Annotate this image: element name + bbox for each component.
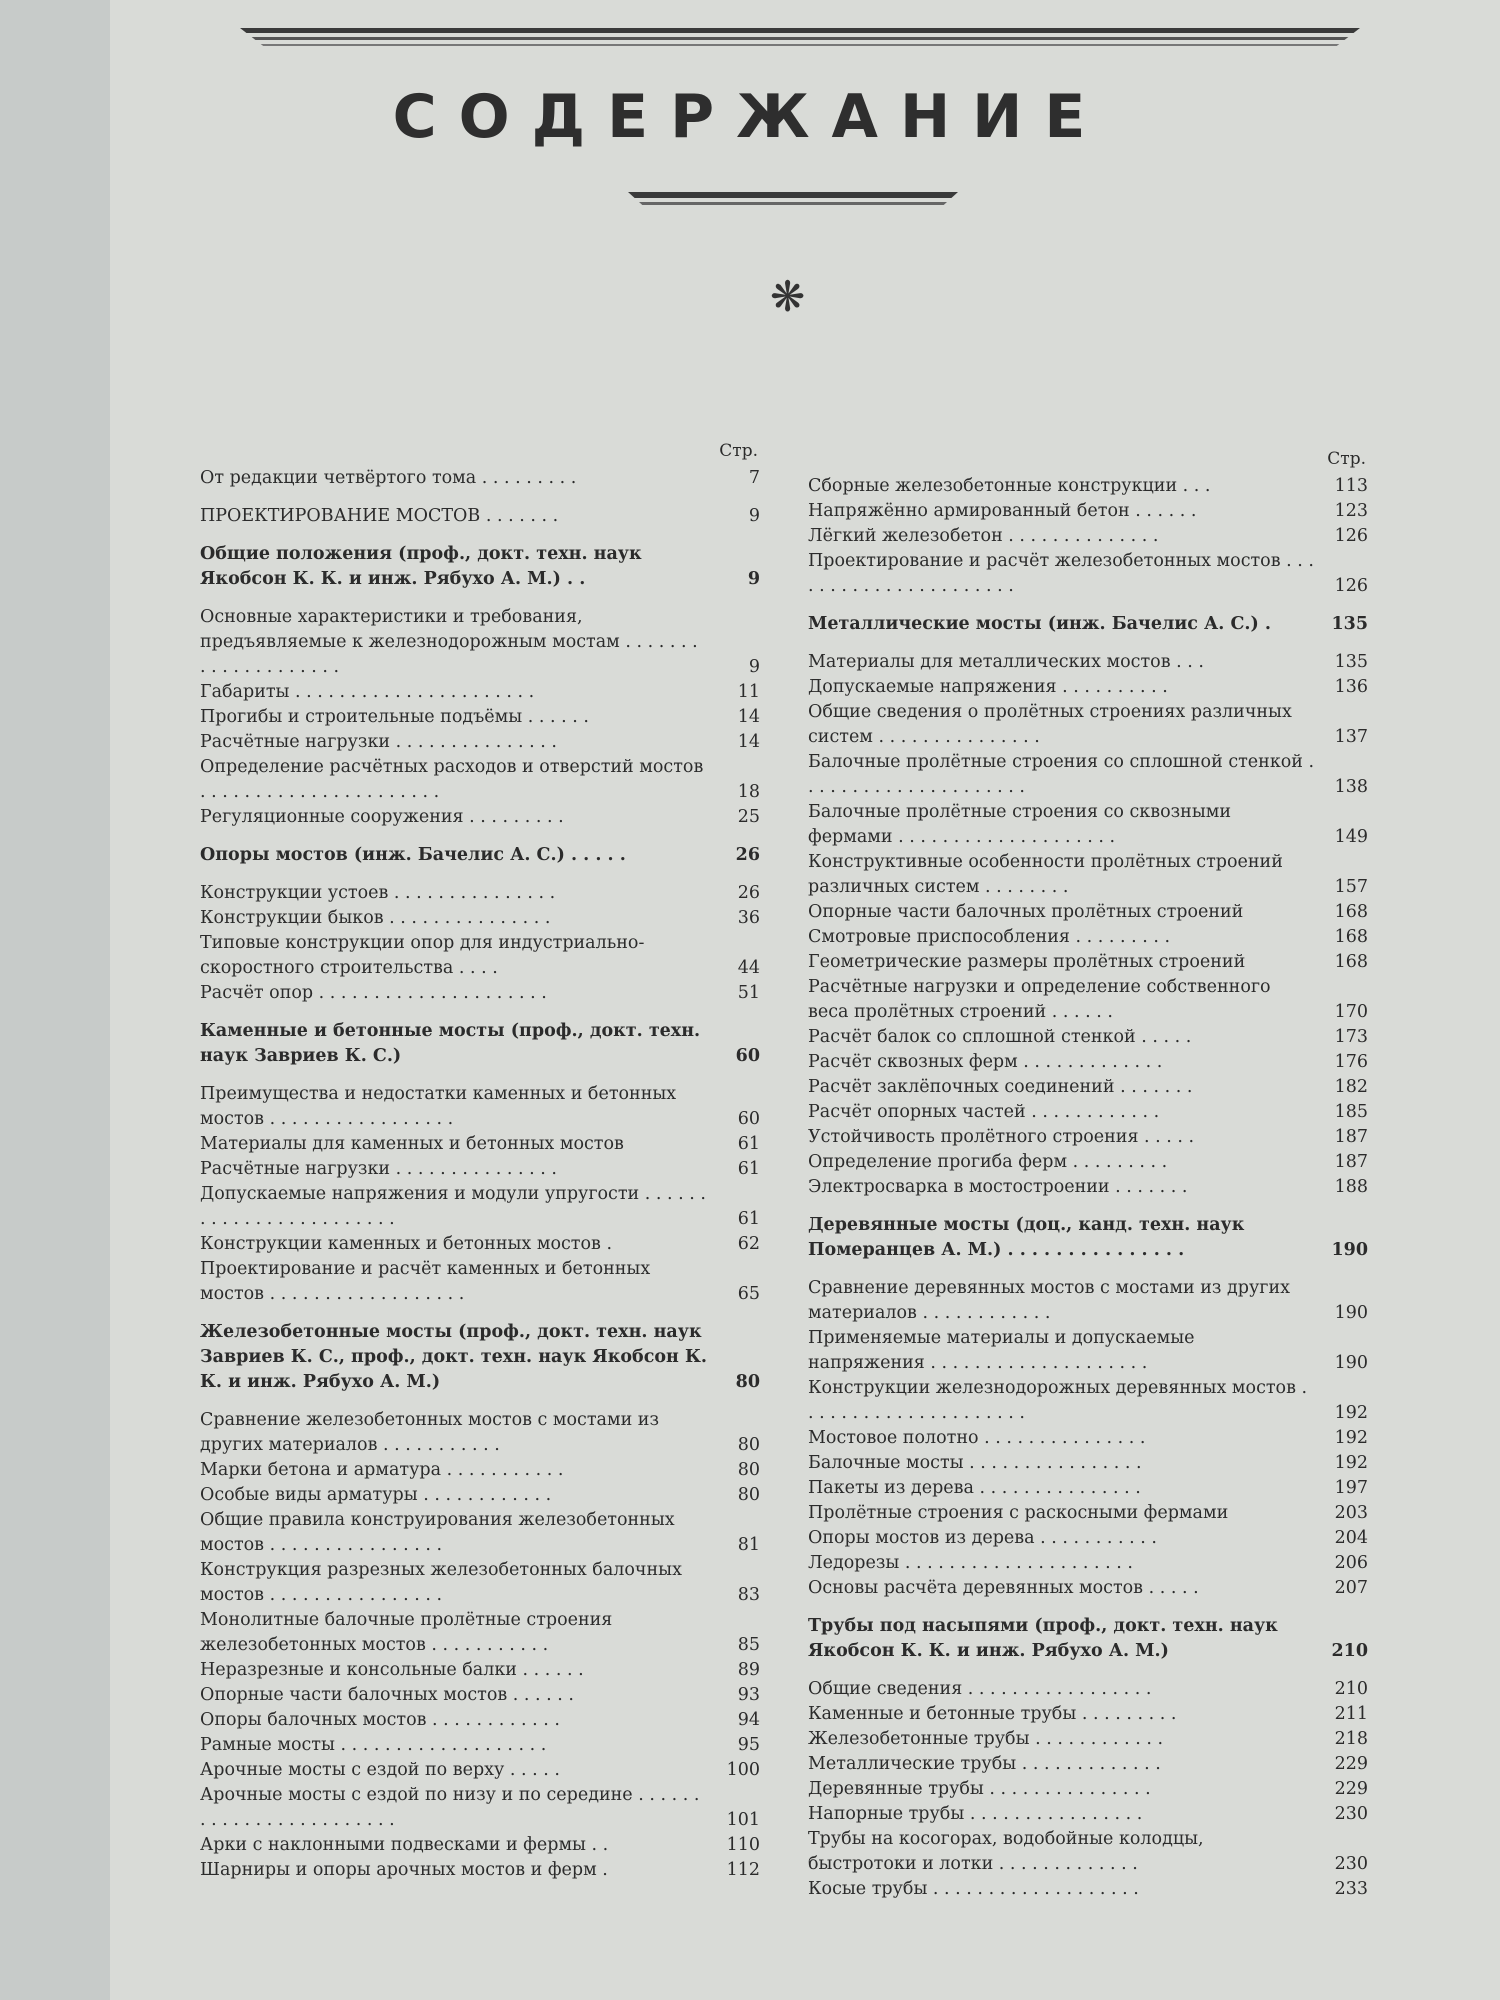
toc-entry-title: Сравнение деревянных мостов с мостами из других материалов . . . . . . . . . . . . bbox=[808, 1278, 1291, 1323]
toc-entry bbox=[808, 800, 1368, 850]
toc-entry-page: 61 bbox=[737, 1159, 760, 1179]
toc-entry-title: Монолитные балочные пролётные строения железобетонных мостов . . . . . . . . . . . bbox=[200, 1610, 613, 1655]
toc-entry-page: 11 bbox=[737, 682, 760, 702]
toc-entry-page: 9 bbox=[748, 657, 760, 677]
toc-entry-title: Прогибы и строительные подъёмы . . . . . . bbox=[200, 707, 589, 727]
toc-left-column bbox=[200, 440, 760, 1883]
toc-entry-title: Напорные трубы . . . . . . . . . . . . . . . . bbox=[808, 1804, 1143, 1824]
toc-entry bbox=[808, 1576, 1368, 1601]
toc-entry bbox=[808, 900, 1368, 925]
toc-entry-title: Опоры балочных мостов . . . . . . . . . . . . bbox=[200, 1710, 560, 1730]
toc-entry-page: 168 bbox=[1334, 952, 1368, 972]
toc-entry-page: 80 bbox=[737, 1460, 760, 1480]
toc-entry-title: Трубы под насыпями (проф., докт. техн. наук Якобсон К. К. и инж. Рябухо А. М.) bbox=[808, 1616, 1278, 1661]
toc-entry bbox=[808, 925, 1368, 950]
toc-entry bbox=[200, 1758, 760, 1783]
toc-entry-page: 207 bbox=[1334, 1578, 1368, 1598]
toc-entry-page: 188 bbox=[1334, 1177, 1368, 1197]
toc-entry-page: 190 bbox=[1334, 1303, 1368, 1323]
toc-entry bbox=[200, 1683, 760, 1708]
toc-entry-title: Расчёт балок со сплошной стенкой . . . . . bbox=[808, 1027, 1192, 1047]
toc-entry-title: Опоры мостов (инж. Бачелис А. С.) . . . . . bbox=[200, 845, 626, 865]
toc-entry-title: Регуляционные сооружения . . . . . . . . . bbox=[200, 807, 564, 827]
toc-entry-page: 61 bbox=[737, 1209, 760, 1229]
toc-entry-title: Опоры мостов из дерева . . . . . . . . . . . bbox=[808, 1528, 1157, 1548]
toc-entry-page: 197 bbox=[1334, 1478, 1368, 1498]
toc-entry-title: Общие правила конструирования железобетонных мостов . . . . . . . . . . . . . . . . bbox=[200, 1510, 675, 1555]
toc-entry bbox=[808, 1526, 1368, 1551]
toc-entry-title: Проектирование и расчёт железобетонных мостов . . . . . . . . . . . . . . . . . . . . . . bbox=[808, 551, 1314, 596]
toc-entry-page: 65 bbox=[737, 1284, 760, 1304]
toc-entry-title: Каменные и бетонные мосты (проф., докт. техн. наук Завриев К. С.) bbox=[200, 1021, 701, 1066]
toc-entry-page: 157 bbox=[1334, 877, 1368, 897]
toc-entry-title: Балочные мосты . . . . . . . . . . . . . . . . bbox=[808, 1453, 1142, 1473]
toc-entry bbox=[200, 1082, 760, 1132]
toc-entry bbox=[808, 499, 1368, 524]
toc-entry-page: 93 bbox=[737, 1685, 760, 1705]
toc-entry bbox=[200, 805, 760, 830]
toc-entry bbox=[808, 750, 1368, 800]
toc-section-heading bbox=[200, 1019, 760, 1069]
toc-entry bbox=[808, 1175, 1368, 1200]
toc-entry-page: 187 bbox=[1334, 1152, 1368, 1172]
toc-entry-page: 192 bbox=[1334, 1403, 1368, 1423]
toc-entry bbox=[200, 605, 760, 680]
toc-entry bbox=[808, 1501, 1368, 1526]
toc-entry-title: Расчётные нагрузки . . . . . . . . . . . . . . . bbox=[200, 732, 557, 752]
toc-entry-page: 190 bbox=[1334, 1353, 1368, 1373]
toc-entry-title: Арочные мосты с ездой по верху . . . . . bbox=[200, 1760, 560, 1780]
toc-entry-page: 101 bbox=[726, 1810, 760, 1830]
toc-right-column bbox=[808, 448, 1368, 1902]
toc-entry-title: Шарниры и опоры арочных мостов и ферм . bbox=[200, 1860, 608, 1880]
toc-entry-title: Расчёт сквозных ферм . . . . . . . . . . . . . bbox=[808, 1052, 1163, 1072]
toc-entry bbox=[808, 1426, 1368, 1451]
toc-entry-title: Конструкции каменных и бетонных мостов . bbox=[200, 1234, 613, 1254]
toc-section-heading bbox=[200, 542, 760, 592]
toc-entry-title: Проектирование и расчёт каменных и бетонных мостов . . . . . . . . . . . . . . . . . . bbox=[200, 1259, 651, 1304]
toc-entry-page: 113 bbox=[1334, 476, 1368, 496]
toc-entry-page: 112 bbox=[726, 1860, 760, 1880]
toc-entry-page: 136 bbox=[1334, 677, 1368, 697]
toc-entry-page: 135 bbox=[1334, 652, 1368, 672]
toc-entry bbox=[200, 1658, 760, 1683]
toc-entry-page: 137 bbox=[1334, 727, 1368, 747]
toc-entry-title: Расчёт опор . . . . . . . . . . . . . . . . . . . . . bbox=[200, 983, 547, 1003]
toc-entry-page: 89 bbox=[737, 1660, 760, 1680]
toc-entry-title: Основы расчёта деревянных мостов . . . . . bbox=[808, 1578, 1199, 1598]
toc-entry bbox=[200, 1508, 760, 1558]
toc-entry-title: Допускаемые напряжения . . . . . . . . . . bbox=[808, 677, 1168, 697]
toc-entry bbox=[808, 1827, 1368, 1877]
toc-entry bbox=[808, 474, 1368, 499]
toc-entry bbox=[808, 1050, 1368, 1075]
toc-entry-page: 206 bbox=[1334, 1553, 1368, 1573]
toc-entry-title: Железобетонные мосты (проф., докт. техн. наук Завриев К. С., проф., докт. техн. наук Якобсон К. К. и инж. Рябухо А. М.) bbox=[200, 1322, 707, 1392]
toc-entry-page: 18 bbox=[737, 782, 760, 802]
toc-entry bbox=[200, 981, 760, 1006]
toc-entry-title: Габариты . . . . . . . . . . . . . . . . . . . . . . bbox=[200, 682, 535, 702]
toc-entry-title: Мостовое полотно . . . . . . . . . . . . . . . bbox=[808, 1428, 1146, 1448]
toc-section-heading bbox=[808, 1614, 1368, 1664]
toc-entry-title: Расчёт опорных частей . . . . . . . . . . . . bbox=[808, 1102, 1160, 1122]
toc-entry-title: Сравнение железобетонных мостов с мостами из других материалов . . . . . . . . . . . bbox=[200, 1410, 660, 1455]
toc-entry-title: Особые виды арматуры . . . . . . . . . . . . bbox=[200, 1485, 552, 1505]
toc-entry-title: Пакеты из дерева . . . . . . . . . . . . . . . bbox=[808, 1478, 1141, 1498]
toc-entry bbox=[808, 1451, 1368, 1476]
toc-entry-page: 218 bbox=[1334, 1729, 1368, 1749]
toc-entry-page: 9 bbox=[748, 506, 760, 526]
toc-entry bbox=[200, 1708, 760, 1733]
toc-entry-page: 85 bbox=[737, 1635, 760, 1655]
toc-entry-page: 60 bbox=[735, 1046, 760, 1066]
toc-entry-title: Балочные пролётные строения со сквозными фермами . . . . . . . . . . . . . . . . . . . . bbox=[808, 802, 1232, 847]
toc-entry bbox=[200, 1232, 760, 1257]
toc-entry-page: 62 bbox=[737, 1234, 760, 1254]
toc-entry-page: 36 bbox=[737, 908, 760, 928]
toc-entry bbox=[200, 466, 760, 491]
toc-entry-page: 138 bbox=[1334, 777, 1368, 797]
toc-entry bbox=[808, 975, 1368, 1025]
toc-entry-title: Общие положения (проф., докт. техн. наук Якобсон К. К. и инж. Рябухо А. М.) . . bbox=[200, 544, 642, 589]
toc-entry-page: 203 bbox=[1334, 1503, 1368, 1523]
toc-entry-title: Типовые конструкции опор для индустриально-скоростного строительства . . . . bbox=[200, 933, 645, 978]
toc-entry-page: 83 bbox=[737, 1585, 760, 1605]
toc-entry bbox=[808, 1702, 1368, 1727]
toc-entry-page: 229 bbox=[1334, 1754, 1368, 1774]
toc-entry-page: 80 bbox=[735, 1372, 760, 1392]
toc-entry-page: 168 bbox=[1334, 927, 1368, 947]
toc-entry-title: Металлические мосты (инж. Бачелис А. С.) . bbox=[808, 614, 1271, 634]
toc-entry-page: 210 bbox=[1331, 1641, 1368, 1661]
toc-entry bbox=[808, 1727, 1368, 1752]
toc-entry bbox=[808, 1150, 1368, 1175]
toc-entry-page: 26 bbox=[735, 845, 760, 865]
toc-entry bbox=[200, 504, 760, 529]
toc-entry bbox=[808, 1376, 1368, 1426]
toc-entry-title: Марки бетона и арматура . . . . . . . . . . . bbox=[200, 1460, 564, 1480]
toc-entry-title: Конструкции быков . . . . . . . . . . . . . . . bbox=[200, 908, 551, 928]
toc-entry-title: Рамные мосты . . . . . . . . . . . . . . . . . . . bbox=[200, 1735, 547, 1755]
toc-entry-title: Лёгкий железобетон . . . . . . . . . . . . . . bbox=[808, 526, 1159, 546]
toc-entry-title: Деревянные мосты (доц., канд. техн. наук Померанцев А. М.) . . . . . . . . . . . . . . . bbox=[808, 1215, 1245, 1260]
toc-entry bbox=[200, 730, 760, 755]
toc-entry bbox=[808, 1075, 1368, 1100]
toc-entry-title: Косые трубы . . . . . . . . . . . . . . . . . . . bbox=[808, 1879, 1139, 1899]
top-decorative-rule bbox=[240, 28, 1360, 54]
toc-entry-title: Общие сведения о пролётных строениях различных систем . . . . . . . . . . . . . . . bbox=[808, 702, 1292, 747]
toc-entry-title: Металлические трубы . . . . . . . . . . . . . bbox=[808, 1754, 1161, 1774]
toc-entry-title: Общие сведения . . . . . . . . . . . . . . . . . bbox=[808, 1679, 1152, 1699]
toc-entry-title: Трубы на косогорах, водобойные колодцы, быстротоки и лотки . . . . . . . . . . . . . bbox=[808, 1829, 1204, 1874]
toc-entry bbox=[200, 680, 760, 705]
toc-entry-title: Определение прогиба ферм . . . . . . . . . bbox=[808, 1152, 1168, 1172]
toc-entry bbox=[200, 1483, 760, 1508]
toc-entry-page: 192 bbox=[1334, 1428, 1368, 1448]
toc-entry-title: Неразрезные и консольные балки . . . . . . bbox=[200, 1660, 584, 1680]
toc-entry-title: Смотровые приспособления . . . . . . . . . bbox=[808, 927, 1171, 947]
toc-entry-page: 110 bbox=[726, 1835, 760, 1855]
toc-entry-page: 229 bbox=[1334, 1779, 1368, 1799]
toc-entry-page: 14 bbox=[737, 707, 760, 727]
toc-entry-title: Определение расчётных расходов и отверстий мостов . . . . . . . . . . . . . . . . . . . . . . bbox=[200, 757, 704, 802]
toc-entry-page: 81 bbox=[737, 1535, 760, 1555]
toc-entry bbox=[200, 906, 760, 931]
toc-entry-page: 233 bbox=[1334, 1879, 1368, 1899]
toc-entry-page: 123 bbox=[1334, 501, 1368, 521]
toc-entry bbox=[200, 881, 760, 906]
toc-entry-title: Материалы для каменных и бетонных мостов bbox=[200, 1134, 624, 1154]
toc-entry bbox=[808, 1100, 1368, 1125]
toc-entry-title: Конструкции устоев . . . . . . . . . . . . . . . bbox=[200, 883, 556, 903]
toc-entry-page: 25 bbox=[737, 807, 760, 827]
toc-entry-page: 170 bbox=[1334, 1002, 1368, 1022]
toc-entry bbox=[808, 1877, 1368, 1902]
toc-entry-page: 176 bbox=[1334, 1052, 1368, 1072]
toc-entry bbox=[808, 524, 1368, 549]
toc-entry-title: Применяемые материалы и допускаемые напряжения . . . . . . . . . . . . . . . . . . . . bbox=[808, 1328, 1195, 1373]
toc-entry-page: 210 bbox=[1334, 1679, 1368, 1699]
toc-entry-title: Расчёт заклёпочных соединений . . . . . . . bbox=[808, 1077, 1193, 1097]
toc-entry-page: 80 bbox=[737, 1435, 760, 1455]
toc-entry-title: Каменные и бетонные трубы . . . . . . . . . bbox=[808, 1704, 1177, 1724]
toc-section-heading bbox=[808, 1213, 1368, 1263]
toc-entry bbox=[200, 1408, 760, 1458]
toc-entry-title: Устойчивость пролётного строения . . . . . bbox=[808, 1127, 1195, 1147]
toc-entry-page: 168 bbox=[1334, 902, 1368, 922]
page-title: СОДЕРЖАНИЕ bbox=[392, 82, 1108, 152]
toc-entry-page: 182 bbox=[1334, 1077, 1368, 1097]
toc-entry-page: 204 bbox=[1334, 1528, 1368, 1548]
toc-entry bbox=[200, 1783, 760, 1833]
toc-entry bbox=[200, 1608, 760, 1658]
title-underline-rule bbox=[628, 192, 958, 216]
toc-entry bbox=[200, 1733, 760, 1758]
toc-entry-page: 61 bbox=[737, 1134, 760, 1154]
toc-entry bbox=[808, 1125, 1368, 1150]
toc-entry-title: Опорные части балочных мостов . . . . . . bbox=[200, 1685, 574, 1705]
toc-entry-page: 173 bbox=[1334, 1027, 1368, 1047]
toc-entry-title: Железобетонные трубы . . . . . . . . . . . . bbox=[808, 1729, 1164, 1749]
toc-entry bbox=[808, 675, 1368, 700]
toc-entry bbox=[200, 931, 760, 981]
toc-entry-title: Конструктивные особенности пролётных строений различных систем . . . . . . . . bbox=[808, 852, 1283, 897]
toc-entry-title: Допускаемые напряжения и модули упругости . . . . . . . . . . . . . . . . . . . . . . . . bbox=[200, 1184, 706, 1229]
toc-entry bbox=[200, 1858, 760, 1883]
toc-entry-page: 230 bbox=[1334, 1854, 1368, 1874]
toc-entry bbox=[808, 850, 1368, 900]
toc-entry-page: 44 bbox=[737, 958, 760, 978]
toc-entry bbox=[200, 1257, 760, 1307]
toc-entry-title: Геометрические размеры пролётных строений bbox=[808, 952, 1246, 972]
toc-entry-page: 187 bbox=[1334, 1127, 1368, 1147]
toc-entry-title: Расчётные нагрузки . . . . . . . . . . . . . . . bbox=[200, 1159, 557, 1179]
toc-entry-page: 211 bbox=[1334, 1704, 1368, 1724]
toc-entry-page: 14 bbox=[737, 732, 760, 752]
toc-entry-title: Материалы для металлических мостов . . . bbox=[808, 652, 1204, 672]
page-column-header: Стр. bbox=[719, 441, 758, 461]
toc-entry bbox=[808, 1752, 1368, 1777]
page-column-header: Стр. bbox=[1327, 449, 1366, 469]
toc-entry-title: Сборные железобетонные конструкции . . . bbox=[808, 476, 1211, 496]
toc-entry bbox=[200, 705, 760, 730]
toc-entry bbox=[200, 1182, 760, 1232]
toc-entry-page: 60 bbox=[737, 1109, 760, 1129]
toc-entry-page: 51 bbox=[737, 983, 760, 1003]
toc-entry-page: 230 bbox=[1334, 1804, 1368, 1824]
toc-entry-title: Арки с наклонными подвесками и фермы . . bbox=[200, 1835, 609, 1855]
toc-entry-title: ПРОЕКТИРОВАНИЕ МОСТОВ . . . . . . . bbox=[200, 506, 559, 526]
toc-entry-title: Арочные мосты с ездой по низу и по середине . . . . . . . . . . . . . . . . . . . . . . . . bbox=[200, 1785, 700, 1830]
toc-entry bbox=[808, 650, 1368, 675]
toc-entry-page: 7 bbox=[748, 468, 760, 488]
toc-entry bbox=[808, 700, 1368, 750]
toc-entry bbox=[808, 1777, 1368, 1802]
toc-entry-title: Основные характеристики и требования, предъявляемые к железнодорожным мостам . . . . . . . . . . . . . . . . . . . . bbox=[200, 607, 698, 677]
toc-entry-page: 126 bbox=[1334, 576, 1368, 596]
toc-entry bbox=[808, 1025, 1368, 1050]
toc-entry-title: Расчётные нагрузки и определение собственного веса пролётных строений . . . . . . bbox=[808, 977, 1271, 1022]
toc-entry bbox=[808, 549, 1368, 599]
toc-entry bbox=[808, 1476, 1368, 1501]
toc-section-heading bbox=[808, 612, 1368, 637]
toc-entry-page: 94 bbox=[737, 1710, 760, 1730]
toc-entry bbox=[200, 755, 760, 805]
toc-entry-page: 190 bbox=[1331, 1240, 1368, 1260]
toc-entry-page: 26 bbox=[737, 883, 760, 903]
toc-entry-title: Конструкция разрезных железобетонных балочных мостов . . . . . . . . . . . . . . . . bbox=[200, 1560, 682, 1605]
toc-entry-page: 80 bbox=[737, 1485, 760, 1505]
toc-entry-title: От редакции четвёртого тома . . . . . . . . . bbox=[200, 468, 577, 488]
toc-entry-page: 100 bbox=[726, 1760, 760, 1780]
toc-entry-title: Преимущества и недостатки каменных и бетонных мостов . . . . . . . . . . . . . . . . . bbox=[200, 1084, 677, 1129]
toc-section-heading bbox=[200, 843, 760, 868]
toc-entry-title: Деревянные трубы . . . . . . . . . . . . . . . bbox=[808, 1779, 1151, 1799]
toc-entry bbox=[808, 1677, 1368, 1702]
toc-entry bbox=[808, 1276, 1368, 1326]
toc-entry bbox=[200, 1458, 760, 1483]
toc-entry-page: 95 bbox=[737, 1735, 760, 1755]
toc-entry-title: Напряжённо армированный бетон . . . . . . bbox=[808, 501, 1197, 521]
toc-entry-title: Ледорезы . . . . . . . . . . . . . . . . . . . . . bbox=[808, 1553, 1133, 1573]
toc-entry-title: Опорные части балочных пролётных строений bbox=[808, 902, 1244, 922]
toc-entry bbox=[808, 1326, 1368, 1376]
toc-entry bbox=[808, 950, 1368, 975]
toc-entry bbox=[200, 1157, 760, 1182]
toc-entry-page: 185 bbox=[1334, 1102, 1368, 1122]
toc-entry-title: Электросварка в мостостроении . . . . . . . bbox=[808, 1177, 1188, 1197]
toc-entry-page: 126 bbox=[1334, 526, 1368, 546]
toc-entry-page: 135 bbox=[1331, 614, 1368, 634]
ornament-icon: ❋ bbox=[770, 272, 806, 321]
toc-entry-page: 192 bbox=[1334, 1453, 1368, 1473]
toc-entry bbox=[200, 1558, 760, 1608]
toc-entry-title: Балочные пролётные строения со сплошной стенкой . . . . . . . . . . . . . . . . . . . . . bbox=[808, 752, 1315, 797]
toc-entry bbox=[808, 1551, 1368, 1576]
toc-entry-page: 149 bbox=[1334, 827, 1368, 847]
toc-entry-title: Пролётные строения с раскосными фермами bbox=[808, 1503, 1229, 1523]
toc-entry bbox=[200, 1132, 760, 1157]
toc-entry bbox=[808, 1802, 1368, 1827]
toc-section-heading bbox=[200, 1320, 760, 1395]
toc-entry bbox=[200, 1833, 760, 1858]
toc-entry-page: 9 bbox=[747, 569, 760, 589]
toc-entry-title: Конструкции железнодорожных деревянных мостов . . . . . . . . . . . . . . . . . . . . . bbox=[808, 1378, 1308, 1423]
